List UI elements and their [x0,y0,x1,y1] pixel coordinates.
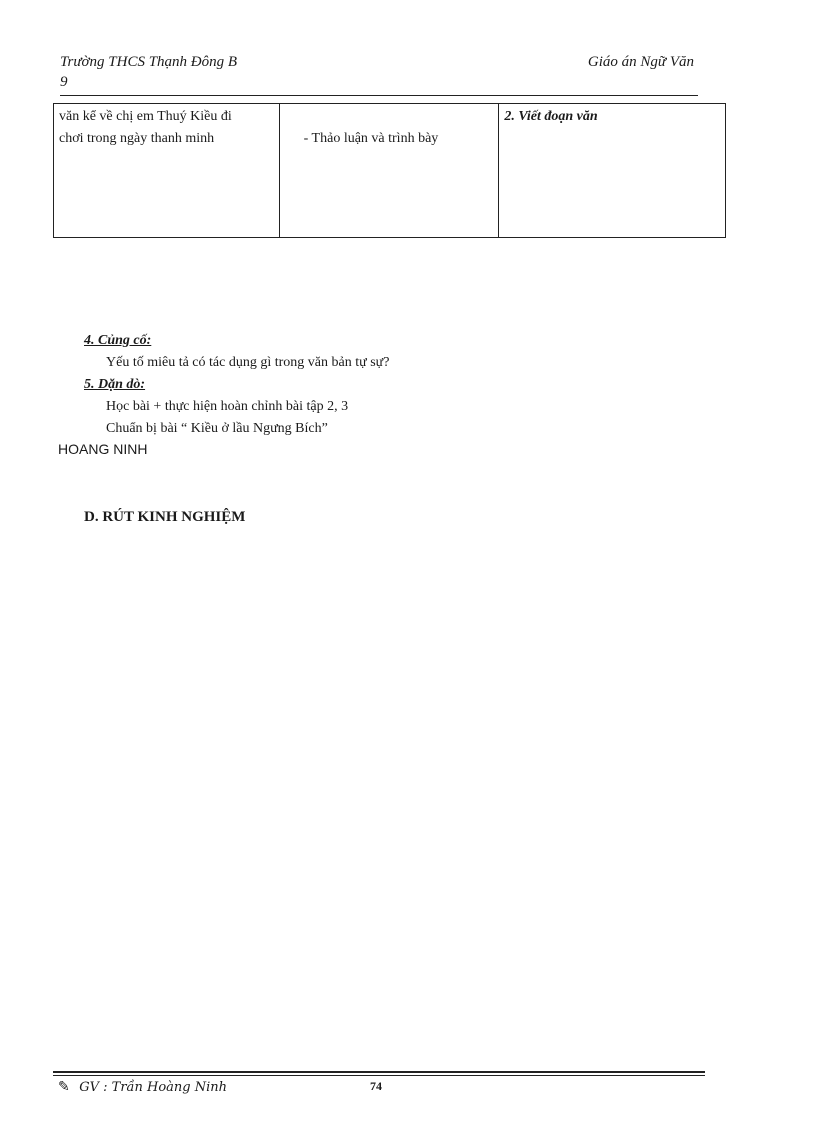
homework-section [84,374,348,440]
consolidation-text: Yếu tố miêu tả có tác dụng gì trong văn bản tự sự? [106,355,390,370]
homework-item: Chuẩn bị bài “ Kiều ở lầu Ngưng Bích” [106,421,328,436]
header-school: Trường THCS Thạnh Đông B [60,54,238,70]
header-grade: 9 [60,74,68,90]
footer-divider [53,1071,705,1073]
table-cell-content [54,104,280,238]
homework-item: Học bài + thực hiện hoàn chỉnh bài tập 2, 3 [106,399,349,414]
experience-title: D. RÚT KINH NGHIỆM [84,509,246,525]
footer-teacher: GV : Trần Hoàng Ninh [79,1080,228,1095]
consolidation-section [84,330,389,374]
header-subject: Giáo án Ngữ Văn [587,54,694,70]
cell-line: 2. Viết đoạn văn [504,109,598,124]
header-school-block [60,52,237,92]
table-cell-activity [279,104,499,238]
page-footer [58,1079,227,1096]
consolidation-title: 4. Củng cố: [84,333,152,348]
lesson-table [53,103,726,238]
table-cell-knowledge [499,104,726,238]
homework-title: 5. Dặn dò: [84,377,146,392]
page-header [60,52,698,96]
table-row [54,104,726,238]
footer-divider-thin [53,1075,705,1076]
cell-line: - Thảo luận và trình bày [303,131,439,146]
cell-line: chơi trong ngày thanh minh [59,131,215,146]
page-number: 74 [370,1079,382,1093]
pen-icon: ✎ [58,1080,70,1095]
cell-line: văn kể về chị em Thuý Kiều đi [59,109,232,124]
signature-text: HOANG NINH [58,441,148,457]
